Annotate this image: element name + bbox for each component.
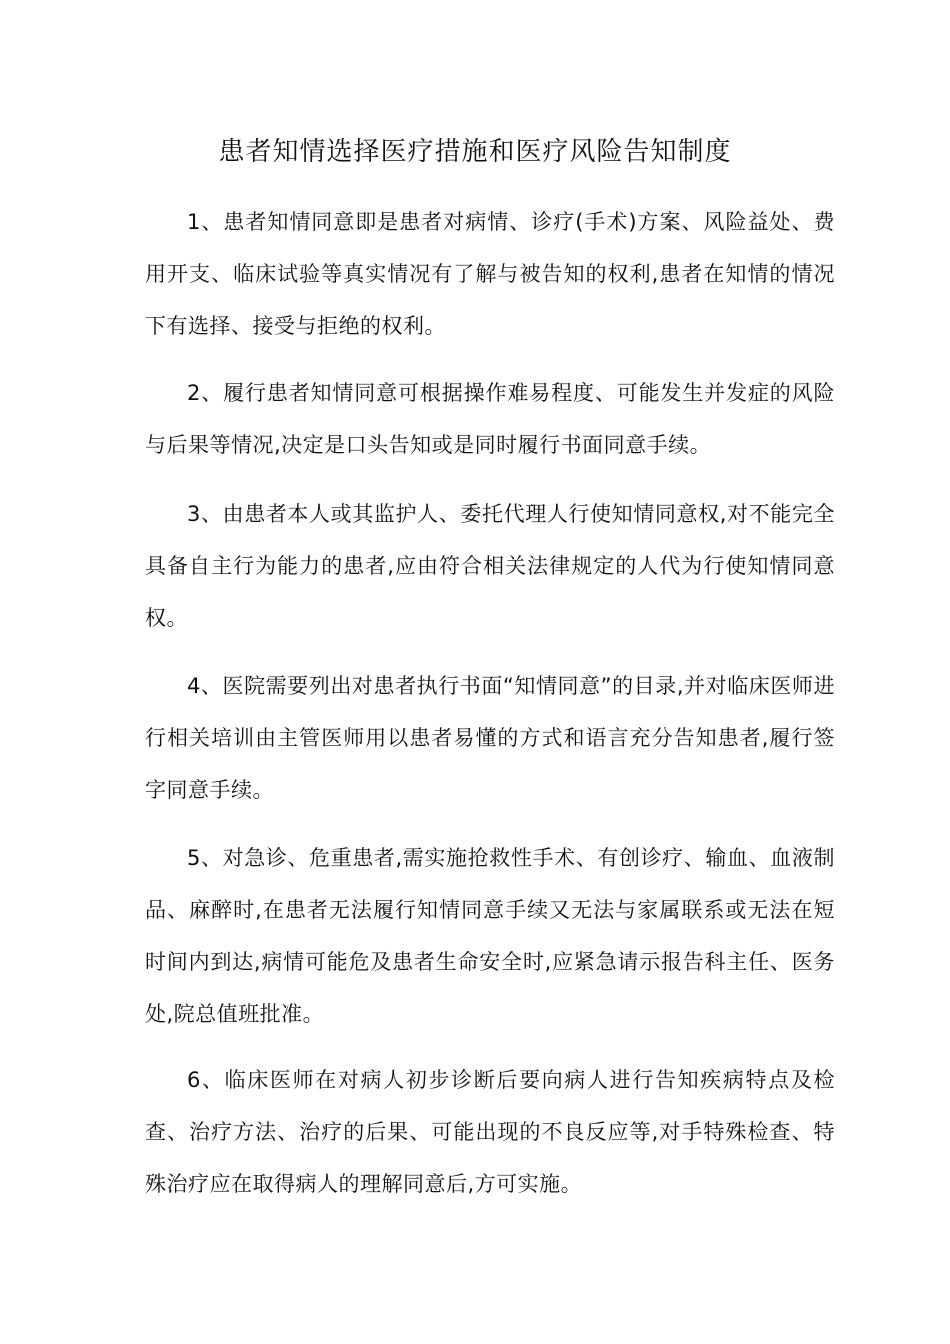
- paragraph-5: 5、对急诊、危重患者,需实施抢救性手术、有创诊疗、输血、血液制品、麻醉时,在患者无法履行知情同意手续又无法与家属联系或无法在短时间内到达,病情可能危及患者生命安全时,应紧急请示报告科主任、医务处,院总值班批准。: [145, 846, 835, 1026]
- paragraph-3: 3、由患者本人或其监护人、委托代理人行使知情同意权,对不能完全具备自主行为能力的患者,应由符合相关法律规定的人代为行使知情同意权。: [145, 502, 835, 630]
- paragraph-1: 1、患者知情同意即是患者对病情、诊疗(手术)方案、风险益处、费用开支、临床试验等真实情况有了解与被告知的权利,患者在知情的情况下有选择、接受与拒绝的权利。: [145, 210, 835, 338]
- paragraph-6: 6、临床医师在对病人初步诊断后要向病人进行告知疾病特点及检查、治疗方法、治疗的后果、可能出现的不良反应等,对手特殊检查、特殊治疗应在取得病人的理解同意后,方可实施。: [145, 1068, 835, 1196]
- paragraph-4: 4、医院需要列出对患者执行书面“知情同意”的目录,并对临床医师进行相关培训由主管医师用以患者易懂的方式和语言充分告知患者,履行签字同意手续。: [145, 674, 835, 802]
- document-title: 患者知情选择医疗措施和医疗风险告知制度: [218, 137, 732, 167]
- paragraph-2: 2、履行患者知情同意可根据操作难易程度、可能发生并发症的风险与后果等情况,决定是口头告知或是同时履行书面同意手续。: [145, 381, 835, 457]
